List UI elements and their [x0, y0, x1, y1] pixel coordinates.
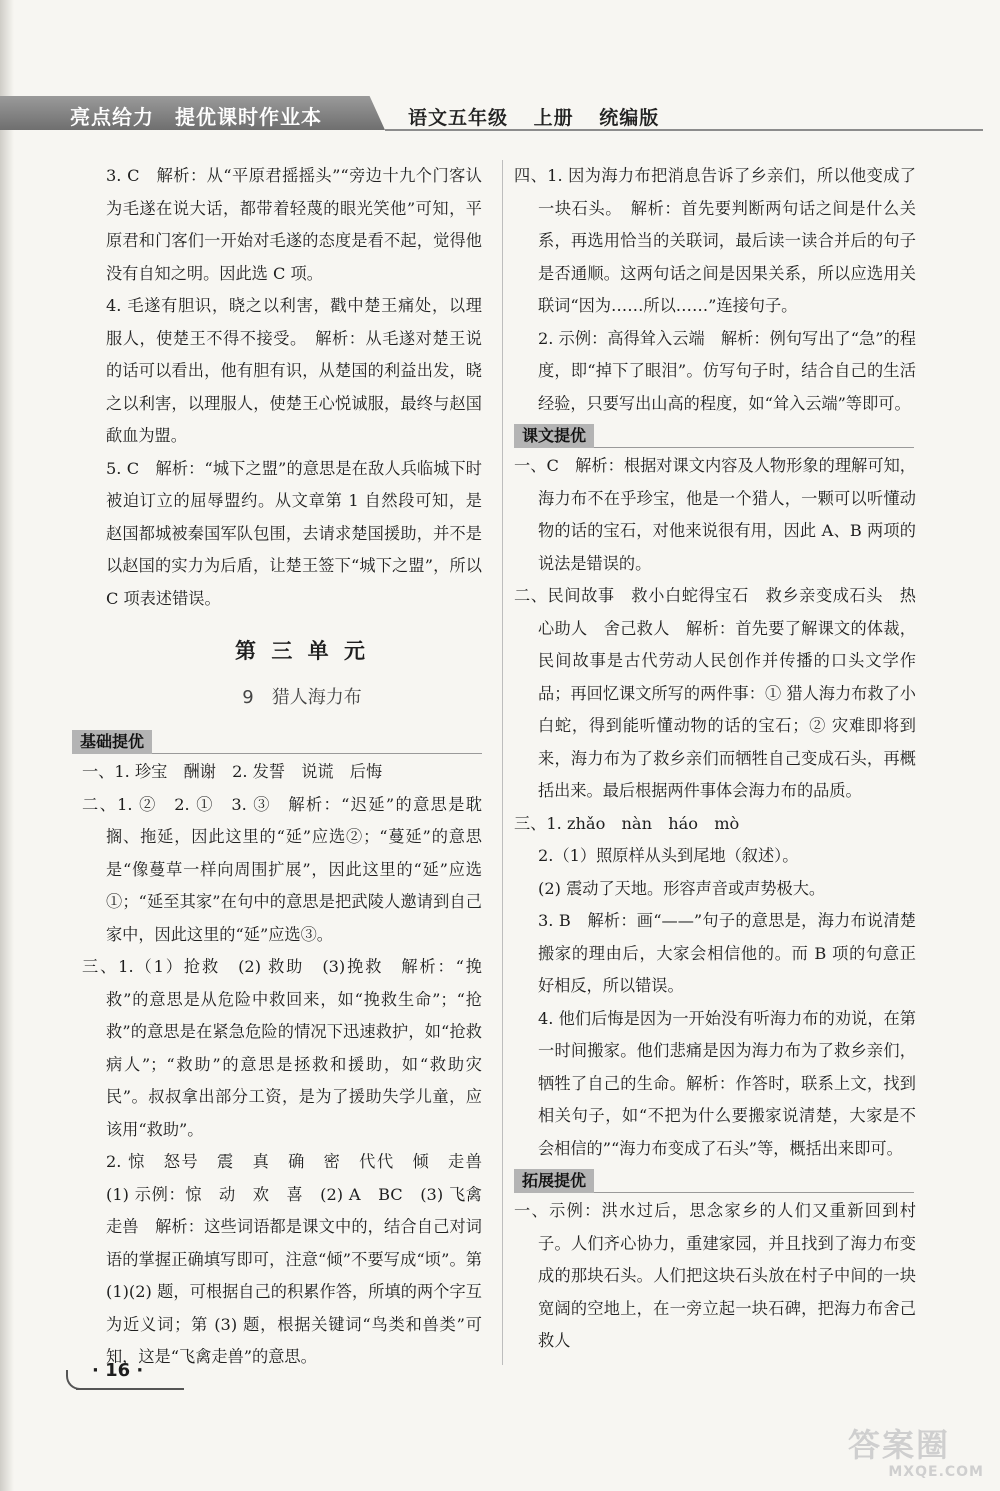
- section-header-basic: [82, 726, 482, 754]
- section-label-basic: 基础提优: [72, 730, 152, 754]
- answer-item: 四、1. 因为海力布把消息告诉了乡亲们，所以他变成了一块石头。 解析：首先要判断两句话之间是什么关系，再选用恰当的关联词，最后读一读合并后的句子是否通顺。这两句话之间是因果关系，所以应选用关联词“因为……所以……”连接句子。: [514, 166, 916, 315]
- answer-item: 4. 毛遂有胆识，晓之以利害，戳中楚王痛处，以理服人，使楚王不得不接受。 解析：从毛遂对楚王说的话可以看出，他有胆有识，从楚国的利益出发，晓之以利害，以理服人，使楚王心悦诚服，最终与赵国歃血为盟。: [106, 296, 482, 445]
- answer-item: 二、1. ② 2. ① 3. ③ 解析：“迟延”的意思是耽搁、拖延，因此这里的“延”应选②；“蔓延”的意思是“像蔓草一样向周围扩展”，因此这里的“延”应选①；“延至其家”在句中的意思是把武陵人邀请到自己家中，因此这里的“延”应选③。: [82, 794, 482, 944]
- column-divider: [502, 160, 503, 1365]
- subject-grade: 语文五年级: [408, 107, 509, 129]
- left-column: [80, 160, 499, 1374]
- answer-item: 2. 示例：高得耸入云端 解析：例句写出了“急”的程度，即“掉下了眼泪”。仿写句子时，结合自己的生活经验，只要写出山高的程度，如“耸入云端”等即可。: [538, 328, 916, 413]
- brand-title: 亮点给力 提优课时作业本: [70, 105, 322, 129]
- answer-item: 2.（1）照原样从头到尾地（叙述）。: [538, 846, 799, 865]
- lesson-title: 9 猎人海力布: [242, 686, 362, 708]
- section-label-ext: 拓展提优: [514, 1169, 594, 1193]
- right-column: [514, 160, 916, 1358]
- watermark-logo-text: 答案圈: [848, 1426, 951, 1464]
- unit-title: 第 三 单 元: [235, 638, 369, 663]
- answer-item: 4. 他们后悔是因为一开始没有听海力布的劝说，在第一时间搬家。他们悲痛是因为海力布为了救乡亲们，牺牲了自己的生命。解析：作答时，联系上文，找到相关句子，如“不把为什么要搬家说清楚，大家是不会相信的”“海力布变成了石头”等，概括出来即可。: [538, 1008, 916, 1158]
- answer-item: 2. 惊 怒号 震 真 确 密 代代 倾 走兽 (1) 示例：惊 动 欢 喜 (2) A BC (3) 飞禽走兽 解析：这些词语都是课文中的，结合自己对词语的掌握正确填写即可，注意“倾”不要写成“顷”。第 (1)(2) 题，可根据自己的积累作答，所填的两个字互为近义词；第 (3) 题，根据关键词“鸟类和兽类”可知，这是“飞禽走兽”的意思。: [106, 1152, 499, 1366]
- page-number: · 16 ·: [92, 1360, 144, 1381]
- subject-volume: 上册: [533, 107, 574, 129]
- answer-item: 一、示例：洪水过后，思念家乡的人们又重新回到村子。人们齐心协力，重建家园，并且找到了海力布变成的那块石头。人们把这块石头放在村子中间的一块宽阔的空地上，在一旁立起一块石碑，把海力布舍己救人: [514, 1201, 916, 1350]
- page-number-ornament: [66, 1370, 86, 1390]
- answer-item: (2) 震动了天地。形容声音或声势极大。: [538, 878, 826, 898]
- answer-item: 二、民间故事 救小白蛇得宝石 救乡亲变成石头 热心助人 舍己救人 解析：首先要了解课文的体裁，民间故事是古代劳动人民创作并传播的口头文学作品；再回忆课文所写的两件事：① 猎人海力布救了小白蛇，得到能听懂动物的话的宝石；② 灾难即将到来，海力布为了救乡亲们而牺牲自己变成石头，再概括出来。最后根据两件事体会海力布的品质。: [514, 586, 916, 800]
- subject-info: [408, 103, 677, 130]
- page-number-rule: [76, 1388, 184, 1390]
- answer-item: 三、1. zhǎo nàn háo mò: [514, 813, 740, 833]
- answer-item: 3. C 解析：从“平原君摇摇头”“旁边十九个门客认为毛遂在说大话，都带着轻蔑的眼光笑他”可知，平原君和门客们一开始对毛遂的态度是看不起，觉得他没有自知之明。因此选 C 项。: [106, 166, 482, 283]
- section-header-ext: [514, 1165, 914, 1193]
- subject-edition: 统编版: [599, 107, 660, 129]
- watermark-site-text: MXQE.COM: [888, 1464, 984, 1480]
- answer-item: 3. B 解析：画“——”句子的意思是，海力布说清楚搬家的理由后，大家会相信他的。而 B 项的句意正好相反，所以错误。: [538, 911, 916, 995]
- header-rule: [385, 129, 983, 131]
- section-header-text: [514, 420, 914, 448]
- watermark-logo: [848, 1420, 988, 1480]
- section-label-text: 课文提优: [514, 424, 594, 448]
- answer-item: 5. C 解析：“城下之盟”的意思是在敌人兵临城下时被迫订立的屈辱盟约。从文章第 1 自然段可知，是赵国都城被秦国军队包围，去请求楚国援助，并不是以赵国的实力为后盾，让楚王签下“城下之盟”，所以 C 项表述错误。: [106, 458, 482, 608]
- answer-item: 一、C 解析：根据对课文内容及人物形象的理解可知，海力布不在乎珍宝，他是一个猎人，一颗可以听懂动物的话的宝石，对他来说很有用，因此 A、B 两项的说法是错误的。: [514, 456, 916, 573]
- answer-item: 三、1.（1）抢救 (2) 救助 (3)挽救 解析：“挽救”的意思是从危险中救回来，如“挽救生命”；“抢救”的意思是在紧急危险的情况下迅速救护，如“抢救病人”；“救助”的意思是拯救和援助，如“救助灾民”。叔叔拿出部分工资，是为了援助失学儿童，应该用“救助”。: [82, 957, 482, 1139]
- page-number-block: [66, 1360, 178, 1390]
- answer-item: 一、1. 珍宝 酬谢 2. 发誓 说谎 后悔: [82, 762, 383, 781]
- page-edge-shadow: [0, 0, 14, 1491]
